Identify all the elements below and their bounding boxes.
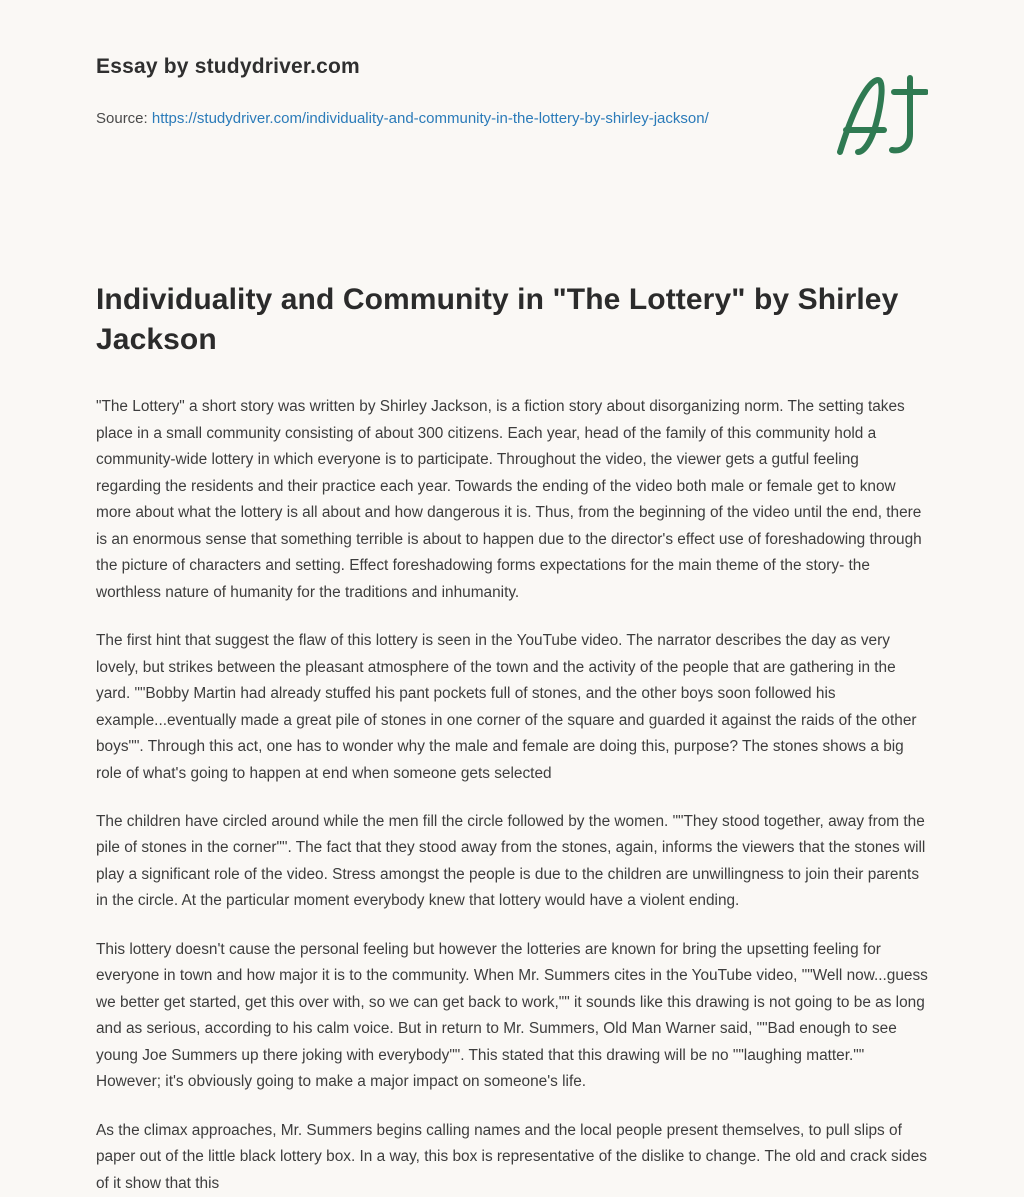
article-title: Individuality and Community in "The Lottery" by Shirley Jackson <box>96 283 899 357</box>
source-link[interactable]: https://studydriver.com/individuality-and-community-in-the-lottery-by-shirley-jackson/ <box>151 110 709 128</box>
paragraph: The children have circled around while the men fill the circle followed by the women. ""They stood together, away from the pile of stones in the corner"". The fact that they stood away from the stones, again, informs the viewers that the stones will play a significant role of the video. Stress amongst the people is due to the children are unwillingness to join their parents in the circle. At the particular moment everybody knew that lottery would have a violent ending. <box>96 813 926 910</box>
aj-monogram-logo-icon <box>832 72 928 158</box>
paragraph: As the climax approaches, Mr. Summers begins calling names and the local people present themselves, to pull slips of paper out of the little black lottery box. In a way, this box is representative of the dislike to change. The old and crack sides of it show that this <box>96 1121 927 1192</box>
paragraph: This lottery doesn't cause the personal feeling but however the lotteries are known for bring the upsetting feeling for everyone in town and how major it is to the community. When Mr. Summers cites in the YouTube video, ""Well now...guess we better get started, get this over with, so we can get back to work,"" it sounds like this drawing is not going to be as long and as serious, according to his calm voice. But in return to Mr. Summers, Old Man Warner said, ""Bad enough to see young Joe Summers up there joking with everybody"". This stated that this drawing will be no ""laughing matter."" However; it's obviously going to make a major impact on someone's life. <box>96 940 928 1091</box>
paragraph: The first hint that suggest the flaw of this lottery is seen in the YouTube video. The narrator describes the day as very lovely, but strikes between the pleasant atmosphere of the town and the activity of the people that are gathering in the yard. ""Bobby Martin had already stuffed his pant pockets full of stones, and the other boys soon followed his example...eventually made a great pile of stones in one corner of the square and guarded it against the raids of the other boys"". Through this act, one has to wonder why the male and female are doing this, purpose? The stones shows a big role of what's going to happen at end when someone gets selected <box>96 632 917 782</box>
source-row <box>96 107 756 130</box>
source-label: Source: <box>96 110 148 128</box>
page-title: Essay by studydriver.com <box>96 55 360 78</box>
paragraph: "The Lottery" a short story was written by Shirley Jackson, is a fiction story about disorganizing norm. The setting takes place in a small community consisting of about 300 citizens. Each year, head of the family of this community hold a community-wide lottery in which everyone is to participate. Throughout the video, the viewer gets a gutful feeling regarding the residents and their practice each year. Towards the ending of the video both male or female get to know more about what the lottery is all about and how dangerous it is. Thus, from the beginning of the video until the end, there is an enormous sense that something terrible is about to happen due to the director's effect use of foreshadowing through the picture of characters and setting. Effect foreshadowing forms expectations for the main theme of the story- the worthless nature of humanity for the traditions and inhumanity. <box>96 398 922 601</box>
article-body <box>96 394 928 1197</box>
